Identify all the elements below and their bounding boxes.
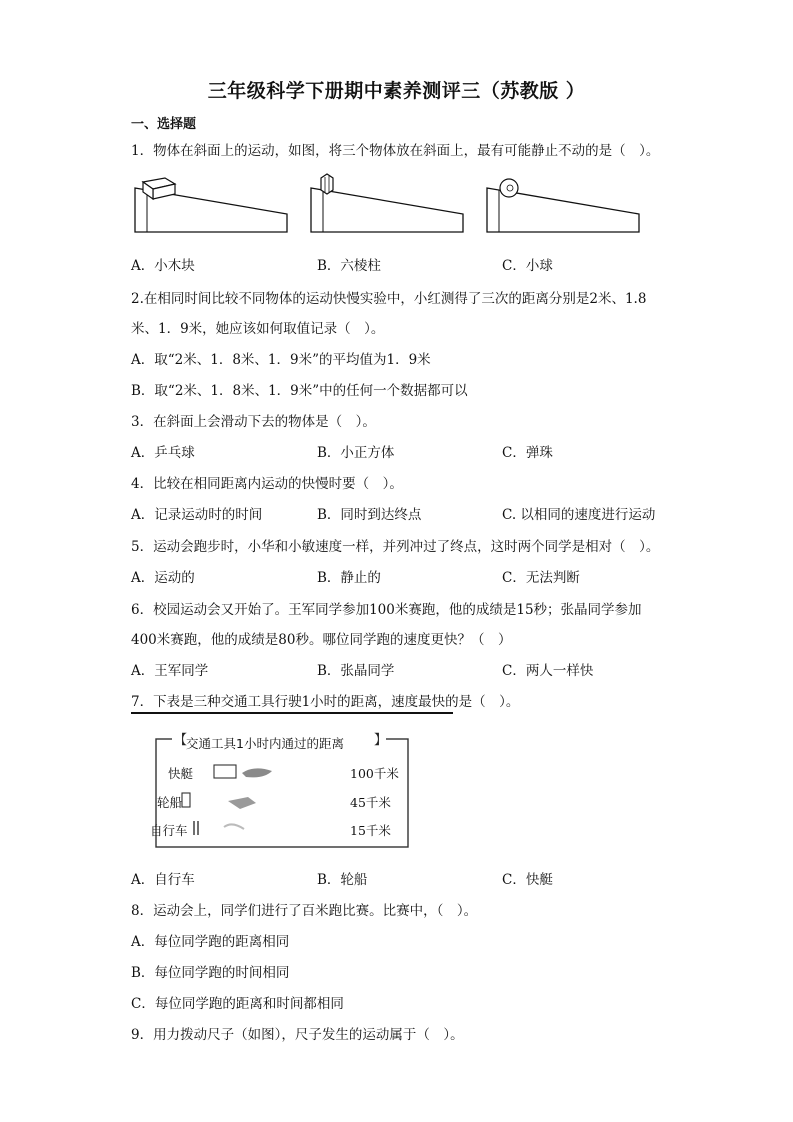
q2-option-a[interactable]: A．取“2米、1．8米、1．9米”的平均值为1．9米: [131, 352, 431, 368]
ship-icon: [228, 797, 256, 809]
table-row-name-ship: 轮船: [156, 795, 182, 810]
q5-option-c[interactable]: C．无法判断: [502, 570, 580, 586]
slope-figure-wood-block: [131, 170, 291, 234]
vehicle-distance-table: [150, 725, 415, 850]
q1-option-a[interactable]: A．小木块: [131, 258, 195, 274]
q5-option-a[interactable]: A．运动的: [131, 570, 195, 586]
q1-option-b[interactable]: B．六棱柱: [317, 258, 381, 274]
q4-option-c[interactable]: C. 以相同的速度进行运动: [502, 507, 656, 523]
q7-option-a[interactable]: A．自行车: [131, 872, 195, 888]
question-4-text: 4．比较在相同距离内运动的快慢时要（ ）。: [131, 476, 403, 492]
question-9-text: 9．用力拨动尺子（如图），尺子发生的运动属于（ ）。: [131, 1027, 464, 1043]
question-6-text-line-1: 6．校园运动会又开始了。王军同学参加100米赛跑，他的成绩是15秒；张晶同学参加: [131, 602, 642, 618]
q1-option-c[interactable]: C．小球: [502, 258, 553, 274]
question-5-text: 5．运动会跑步时，小华和小敏速度一样，并列冲过了终点，这时两个同学是相对（ ）。: [131, 539, 660, 555]
question-7-text: 7．下表是三种交通工具行驶1小时的距离，速度最快的是（ ）。: [131, 694, 520, 710]
q8-option-c[interactable]: C．每位同学跑的距离和时间都相同: [131, 996, 344, 1012]
q2-option-b[interactable]: B．取“2米、1．8米、1．9米”中的任何一个数据都可以: [131, 383, 468, 399]
table-row-name-bicycle: 自行车: [150, 823, 188, 838]
table-row-distance-bicycle: 15千米: [350, 823, 391, 838]
q6-option-b[interactable]: B．张晶同学: [317, 663, 395, 679]
q7-option-b[interactable]: B．轮船: [317, 872, 368, 888]
q3-option-b[interactable]: B．小正方体: [317, 445, 395, 461]
question-2-text-line-1: 2.在相同时间比较不同物体的运动快慢实验中，小红测得了三次的距离分别是2米、1.8: [131, 291, 647, 307]
slope-figure-ball: [483, 170, 643, 234]
q4-option-b[interactable]: B．同时到达终点: [317, 507, 422, 523]
question-6-text-line-2: 400米赛跑，他的成绩是80秒。哪位同学跑的速度更快？（ ）: [131, 632, 512, 648]
bicycle-icon: [224, 824, 244, 829]
table-row-distance-ship: 45千米: [350, 795, 391, 810]
q7-option-c[interactable]: C．快艇: [502, 872, 553, 888]
question-8-text: 8．运动会上，同学们进行了百米跑比赛。比赛中，（ ）。: [131, 903, 478, 919]
q6-option-c[interactable]: C．两人一样快: [502, 663, 594, 679]
divider-line: [131, 712, 453, 714]
section-heading: 一、选择题: [131, 117, 197, 132]
question-3-text: 3．在斜面上会滑动下去的物体是（ ）。: [131, 414, 376, 430]
svg-text:【: 【: [174, 733, 188, 748]
question-2-text-line-2: 米、1．9米，她应该如何取值记录（ ）。: [131, 321, 385, 337]
question-1-text: 1．物体在斜面上的运动，如图，将三个物体放在斜面上，最有可能静止不动的是（ ）。: [131, 143, 660, 159]
table-row-name-speedboat: 快艇: [168, 766, 194, 781]
q4-option-a[interactable]: A．记录运动时的时间: [131, 507, 263, 523]
q3-option-c[interactable]: C．弹珠: [502, 445, 553, 461]
q5-option-b[interactable]: B．静止的: [317, 570, 381, 586]
q3-option-a[interactable]: A．乒乓球: [131, 445, 195, 461]
q8-option-a[interactable]: A．每位同学跑的距离相同: [131, 934, 290, 950]
table-row-distance-speedboat: 100千米: [350, 766, 399, 781]
table-title: 交通工具1小时内通过的距离: [186, 736, 344, 751]
speedboat-icon: [242, 768, 272, 777]
q6-option-a[interactable]: A．王军同学: [131, 663, 209, 679]
svg-text:】: 】: [374, 733, 388, 748]
q8-option-b[interactable]: B．每位同学跑的时间相同: [131, 965, 290, 981]
page-title: 三年级科学下册期中素养测评三（苏教版 ）: [207, 80, 586, 102]
slope-figure-hexagonal-prism: [307, 170, 467, 234]
